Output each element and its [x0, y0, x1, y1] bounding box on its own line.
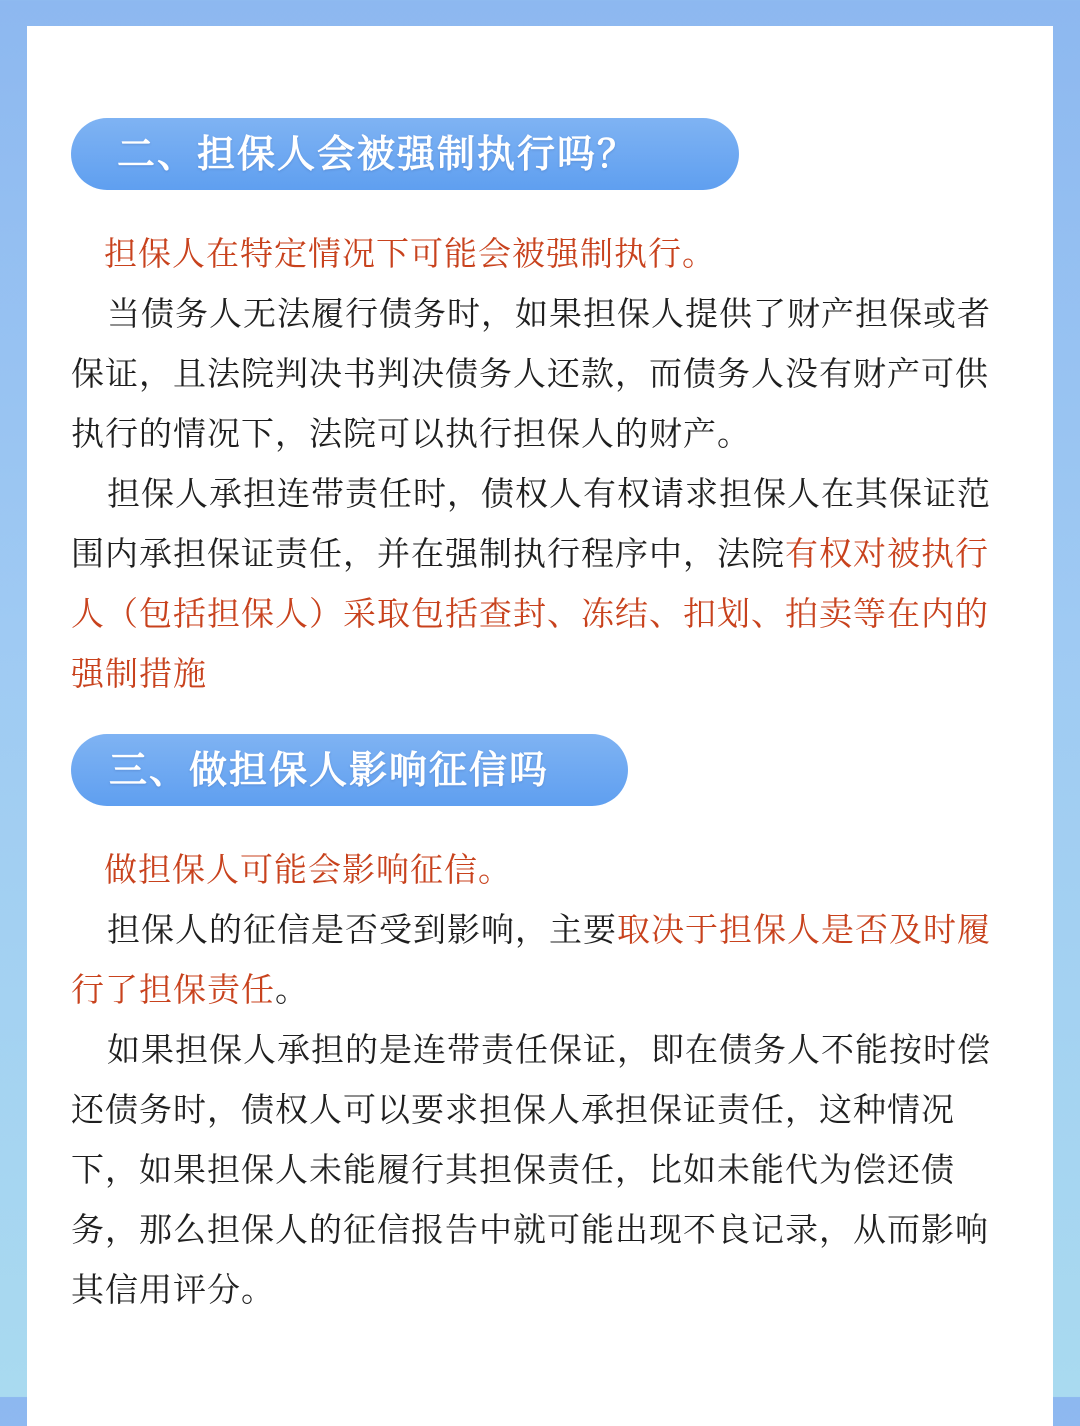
section-3-paragraph-1-end: 。 [275, 970, 309, 1009]
section-heading-2: 二、担保人会被强制执行吗？ [71, 118, 739, 190]
section-2-paragraph-1: 当债务人无法履行债务时，如果担保人提供了财产担保或者保证，且法院判决书判决债务人还款，而债务人没有财产可供执行的情况下，法院可以执行担保人的财产。 [71, 294, 991, 453]
section-3-paragraph-2: 如果担保人承担的是连带责任保证，即在债务人不能按时偿还债务时，债权人可以要求担保人承担保证责任，这种情况下，如果担保人未能履行其担保责任，比如未能代为偿还债务，那么担保人的征信报告中就可能出现不良记录，从而影响其信用评分。 [71, 1030, 991, 1309]
section-2-lead: 担保人在特定情况下可能会被强制执行。 [104, 234, 716, 273]
section-2-paragraph-2-text: 担保人承担连带责任时，债权人有权请求担保人在其保证范围内承担保证责任，并在强制执行程序中，法院 [71, 474, 991, 573]
section-2-paragraph-2-highlight: 有权对被执行人（包括担保人）采取包括查封、冻结、扣划、拍卖等在内的强制措施 [71, 534, 989, 693]
section-3-lead: 做担保人可能会影响征信。 [104, 850, 512, 889]
section-3-paragraph-1-text: 担保人的征信是否受到影响，主要 [107, 910, 617, 949]
section-3-paragraph-1 [71, 900, 1011, 1020]
section-3-paragraph-1-highlight: 取决于担保人是否及时履行了担保责任 [71, 910, 991, 1009]
section-2-paragraph-2 [71, 464, 1011, 704]
section-heading-3: 三、做担保人影响征信吗 [71, 734, 628, 806]
